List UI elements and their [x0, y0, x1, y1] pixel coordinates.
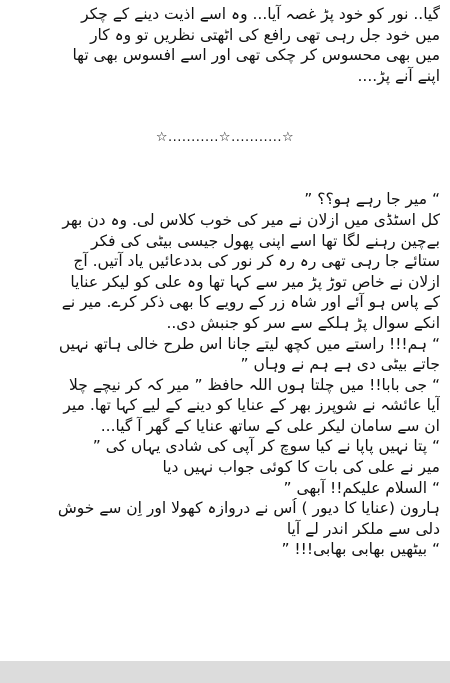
text-line: اپنے آنے پڑ.... [357, 66, 440, 85]
paragraph-2 [10, 189, 440, 560]
blank-line [10, 86, 440, 107]
star-separator: ☆...........☆...........☆ [155, 129, 295, 145]
text-line: “ بیٹھیں بھابی بھابی!!! ” [281, 540, 440, 559]
text-line: کل اسٹڈی میں ازلان نے میر کی خوب کلاس لی. وہ دن بھر [62, 210, 440, 229]
text-line: دلی سے ملکر اندر لے آیا [286, 519, 440, 538]
text-line: کے پاس ہو آئے اور شاہ زر کے رویے کا بھی ذکر کرے. میر نے [61, 293, 440, 312]
paragraph-1 [10, 4, 440, 86]
blank-line [10, 148, 440, 169]
text-line: آیا عائشہ نے شوپرز بھر کے عنایا کو دینے کے لیے کہا تھا. میر [63, 396, 440, 415]
text-line: ان سے سامان لیکر علی کے ساتھ عنایا کے گھر آ گیا... [100, 416, 440, 435]
text-line: ستائے جا رہی تھی رہ رہ کر نور کی بددعائیں یاد آتیں. آج [73, 252, 440, 271]
blank-line [10, 107, 440, 128]
text-line: ہارون (عنایا کا دیور ) اُس نے دروازہ کھولا اور اِن سے خوش [57, 499, 440, 518]
text-line: میر نے علی کی بات کا کوئی جواب نہیں دیا [162, 458, 440, 477]
text-line: ازلان نے خاص توڑ پڑ میر سے کہا تھا وہ علی کو لیکر عنایا [70, 272, 440, 291]
text-line: گیا.. نور کو خود پڑ غصہ آیا... وہ اسے اذیت دینے کے چکر [81, 5, 440, 23]
text-line: انکے سوال پڑ ہلکے سے سر کو جنبش دی.. [166, 313, 440, 332]
text-line: “ ہم!!! راستے میں کچھ لیتے جانا اس طرح خالی ہاتھ نہیں [58, 334, 440, 353]
bottom-bar [0, 661, 450, 683]
text-line: بےچین رہنے لگا تھا اسے اپنی پھول جیسی بیٹی کی فکر [91, 231, 440, 250]
text-line: “ پتا نہیں پاپا نے کیا سوچ کر آپی کی شادی یہاں کی ” [92, 437, 440, 456]
text-line: “ السلام علیکم!! آبھی ” [283, 478, 440, 497]
blank-line [10, 169, 440, 190]
text-line: میں خود جل رہی تھی رافع کی اٹھتی نظریں تو وہ کار [90, 25, 440, 44]
text-line: جاتے بیٹی دی ہے ہم نے وہاں ” [240, 355, 440, 374]
text-line: “ میر جا رہے ہو؟؟ ” [304, 190, 440, 209]
text-line: میں بھی محسوس کر چکی تھی اور اسے افسوس بھی تھا [72, 46, 440, 65]
text-line: “ جی بابا!! میں چلتا ہوں اللہ حافظ ” میر کہ کر نیچے چلا [69, 375, 440, 394]
